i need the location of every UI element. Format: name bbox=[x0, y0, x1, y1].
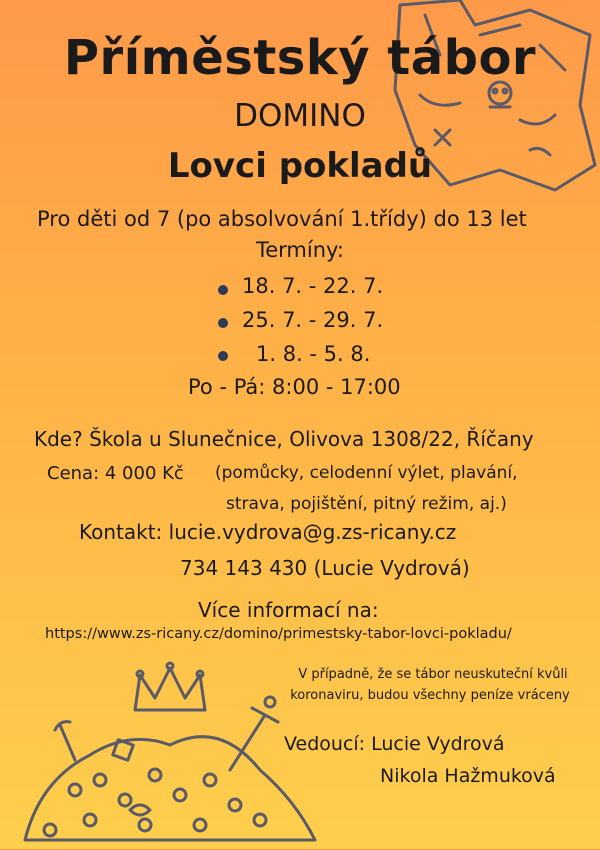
camp-theme: Lovci pokladů bbox=[167, 146, 433, 186]
treasure-pile-icon bbox=[20, 660, 320, 850]
bullet-icon bbox=[218, 285, 228, 295]
term-date: 18. 7. - 22. 7. bbox=[242, 274, 384, 298]
price: Cena: 4 000 Kč bbox=[47, 463, 184, 484]
refund-note: koronaviru, budou všechny peníze vráceny bbox=[290, 688, 570, 703]
info-url[interactable]: https://www.zs-ricany.cz/domino/primestsky-tabor-lovci-pokladu/ bbox=[45, 626, 512, 642]
location: Kde? Škola u Slunečnice, Olivova 1308/22, Říčany bbox=[34, 427, 534, 451]
bullet-icon bbox=[218, 318, 228, 328]
camp-name: DOMINO bbox=[234, 98, 366, 134]
leader: Vedoucí: Lucie Vydrová bbox=[284, 733, 505, 755]
sword-icon bbox=[230, 697, 278, 770]
hours: Po - Pá: 8:00 - 17:00 bbox=[188, 375, 401, 399]
crown-icon bbox=[135, 663, 205, 710]
bullet-icon bbox=[218, 351, 228, 361]
price-note: strava, pojištění, pitný režim, aj.) bbox=[226, 494, 507, 514]
page-title: Příměstský tábor bbox=[63, 30, 537, 86]
leader: Nikola Hažmuková bbox=[380, 765, 556, 787]
age-range: Pro děti od 7 (po absolvování 1.třídy) do 13 let bbox=[37, 207, 527, 231]
term-date: 1. 8. - 5. 8. bbox=[256, 342, 371, 366]
price-note: (pomůcky, celodenní výlet, plavání, bbox=[215, 463, 518, 483]
terms-label: Termíny: bbox=[255, 238, 345, 262]
contact-email: Kontakt: lucie.vydrova@g.zs-ricany.cz bbox=[79, 520, 457, 544]
refund-note: V případně, že se tábor neuskuteční kvůli bbox=[298, 667, 568, 682]
more-info-label: Více informací na: bbox=[198, 598, 379, 622]
contact-phone: 734 143 430 (Lucie Vydrová) bbox=[180, 556, 470, 580]
term-date: 25. 7. - 29. 7. bbox=[242, 308, 384, 332]
